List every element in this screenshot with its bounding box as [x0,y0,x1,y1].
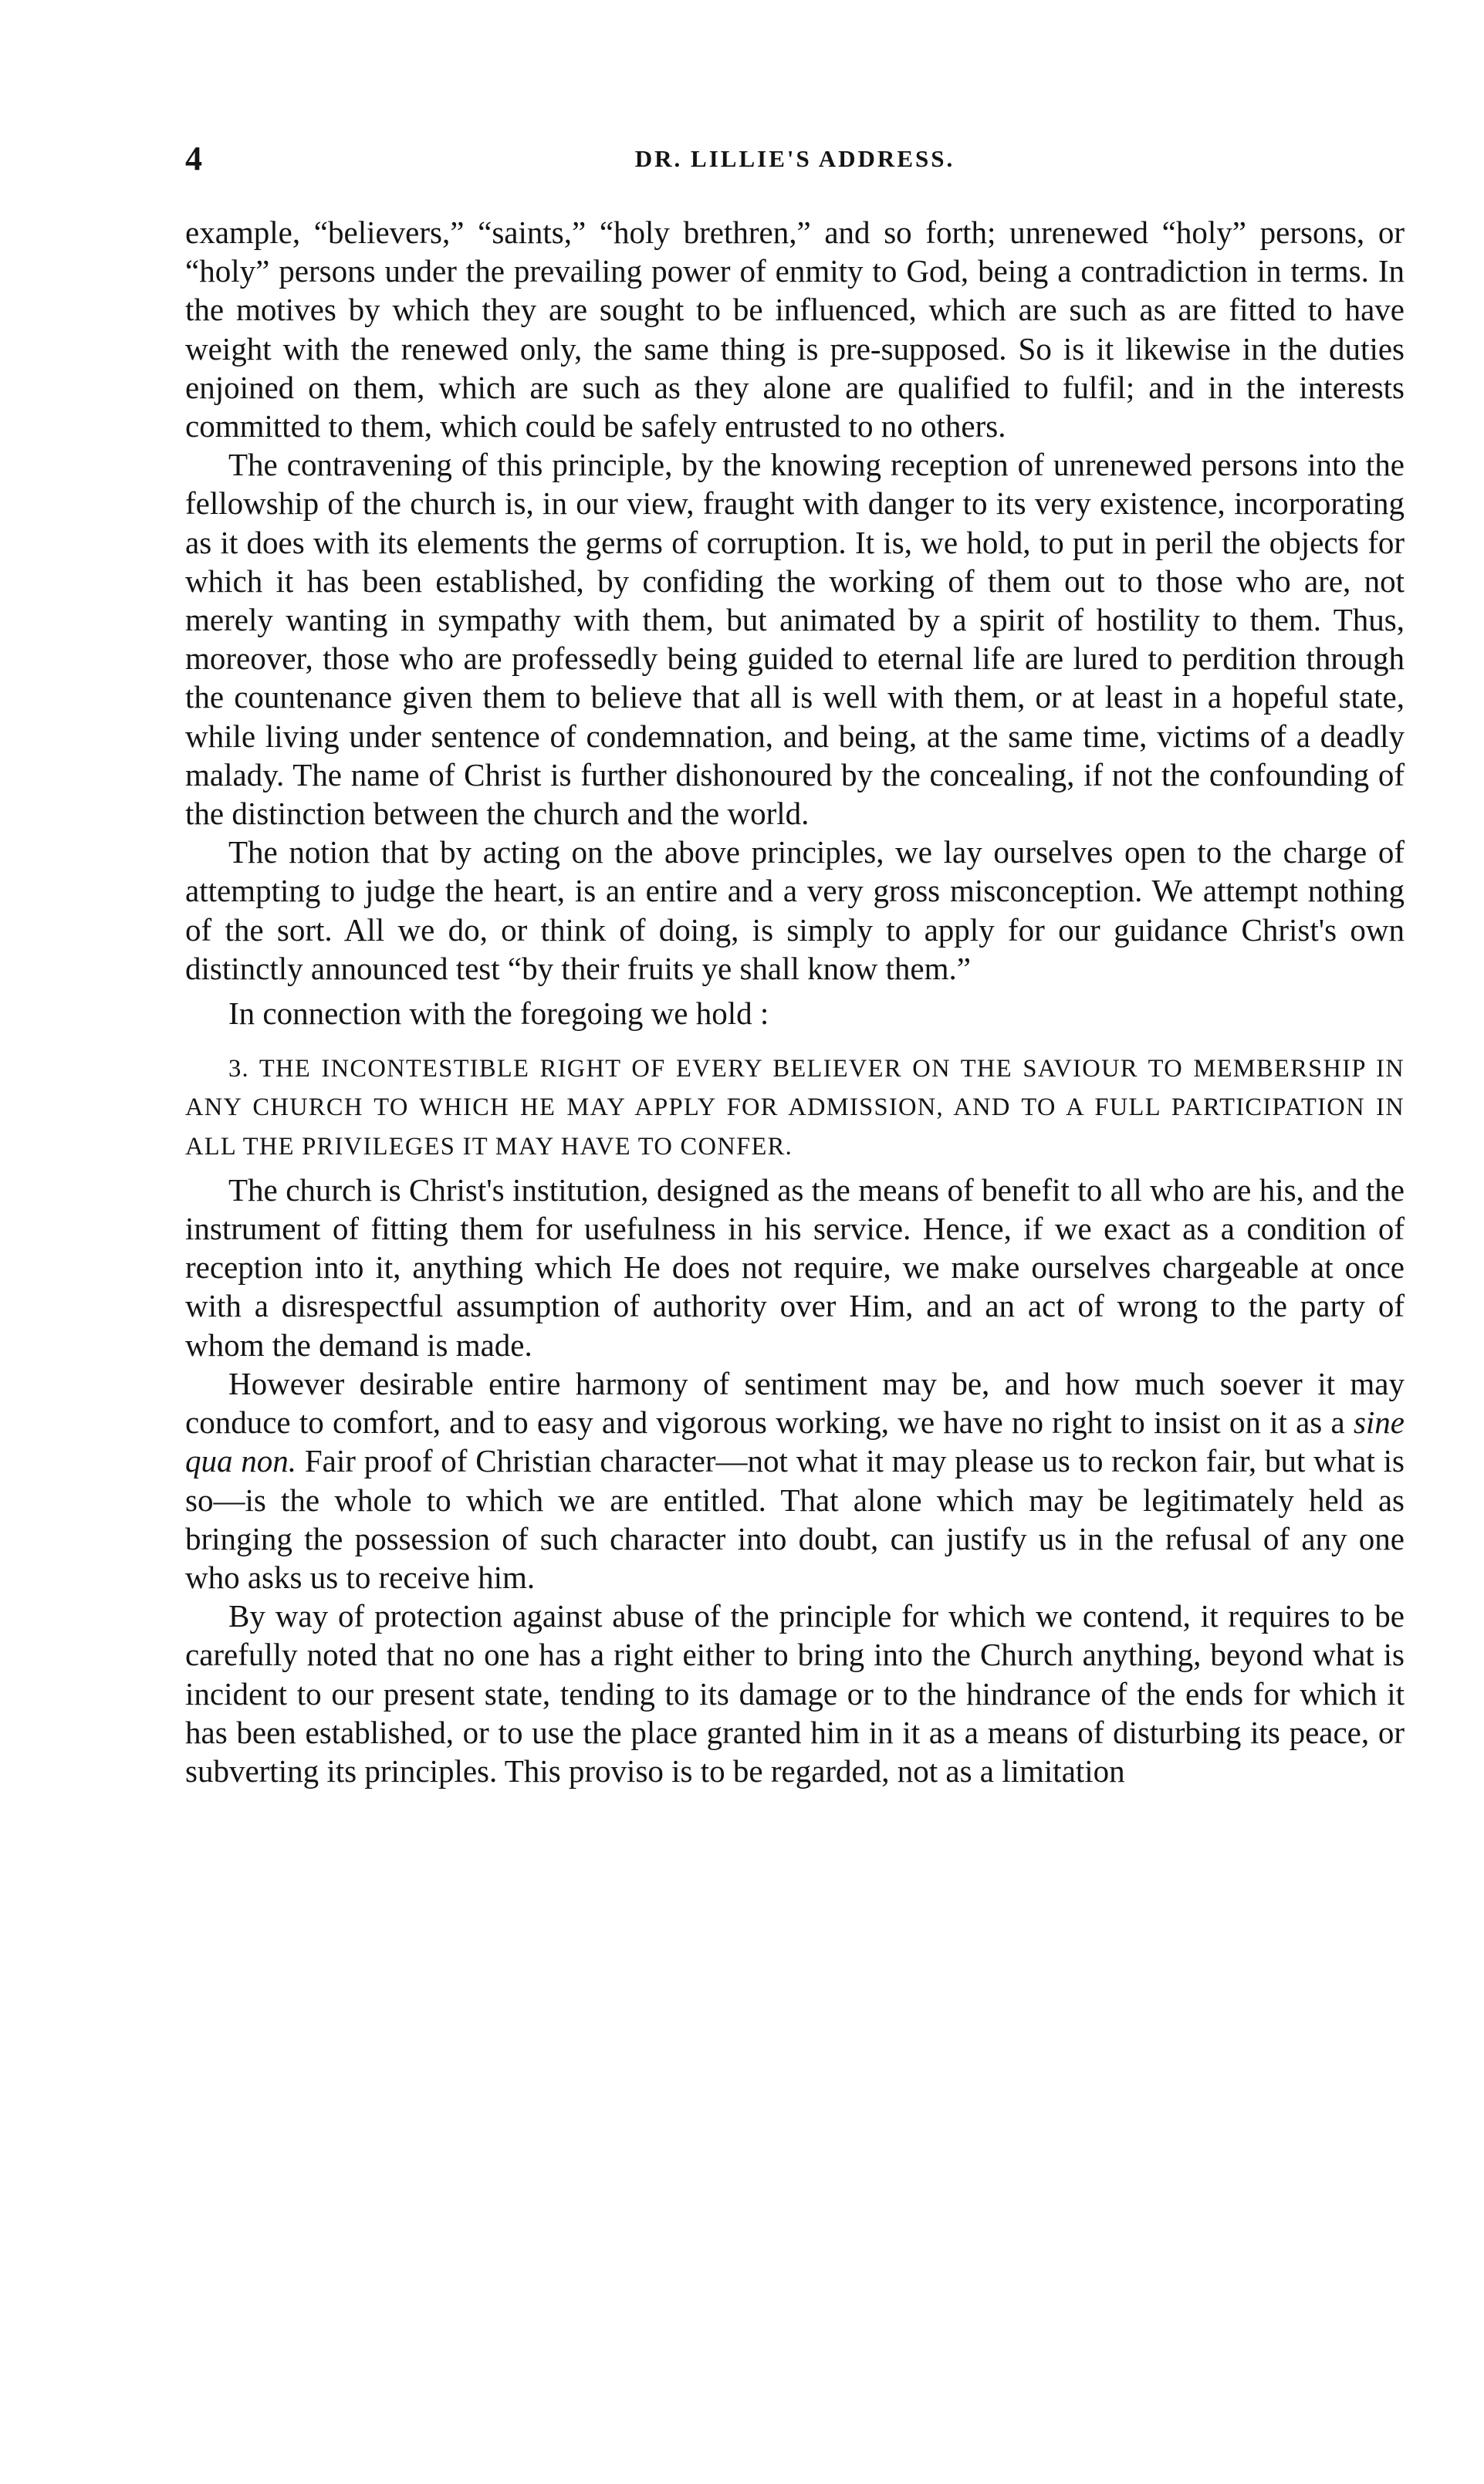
paragraph-contravening: The contravening of this principle, by the knowing reception of unrenewed persons into the fellowship of the church is, in our view, fraught with danger to its very existence, incorporating as it does with its elements the germs of corruption. It is, we hold, to put in peril the objects for which it has been established, by confiding the working of them out to those who are, not merely wanting in sympathy with them, but animated by a spirit of hostility to them. Thus, moreover, those who are professedly being guided to eternal life are lured to perdition through the countenance given them to believe that all is well with them, or at least in a hopeful state, while living under sentence of condemnation, and being, at the same time, victims of a deadly malady. The name of Christ is further dishonoured by the concealing, if not the confounding of the distinction between the church and the world. [185,447,1405,832]
paragraph-harmony [185,1364,1405,1597]
book-page [185,139,1405,1790]
harmony-text-start: However desirable entire harmony of sentiment may be, and how much soever it may conduce to comfort, and to easy and vigorous working, we have no right to insist on it as a [185,1365,1405,1441]
paragraph-church-institution: The church is Christ's institution, designed as the means of benefit to all who are his, and the instrument of fitting them for usefulness in his service. Hence, if we exact as a condition of reception into it, anything which He does not require, we make ourselves chargeable at once with a disrespectful assumption of authority over Him, and an act of wrong to the party of whom the demand is made. [185,1171,1405,1363]
paragraph-continuation: example, “believers,” “saints,” “holy brethren,” and so forth; unrenewed “holy” persons, or “holy” persons under the prevailing power of enmity to God, being a contradiction in terms. In the motives by which they are sought to be influenced, which are such as are fitted to have weight with the renewed only, the same thing is pre-supposed. So is it likewise in the duties enjoined on them, which are such as they alone are qualified to fulfil; and in the interests committed to them, which could be safely entrusted to no others. [185,215,1405,444]
page-number: 4 [185,140,202,177]
harmony-text-end: Fair proof of Christian character—not what it may please us to reckon fair, but what is so—is the whole to which we are entitled. That alone which may be legitimately held as bringing the possession of such character into doubt, can justify us in the refusal of any one who asks us to receive him. [185,1443,1405,1595]
paragraph-protection: By way of protection against abuse of the principle for which we contend, it requires to be carefully noted that no one has a right either to bring into the Church anything, beyond what is incident to our present state, tending to its damage or to the hindrance of the ends for which it has been established, or to use the place granted him in it as a means of disturbing its peace, or subverting its principles. This proviso is to be regarded, not as a limitation [185,1598,1405,1789]
page-header [185,139,1405,193]
latin-phrase: sine qua non. [185,1404,1405,1479]
section-heading: 3. THE INCONTESTIBLE RIGHT OF EVERY BELIEVER ON THE SAVIOUR TO MEMBERSHIP IN ANY CHURCH TO WHICH HE MAY APPLY FOR ADMISSION, AND TO A FULL PARTICIPATION IN ALL THE PRIVILEGES IT MAY HAVE TO CONFER. [185,1055,1405,1161]
paragraph-connection: In connection with the foregoing we hold : [228,995,769,1032]
paragraph-notion: The notion that by acting on the above principles, we lay ourselves open to the charge of attempting to judge the heart, is an entire and a very gross misconception. We attempt nothing of the sort. All we do, or think of doing, is simply to apply for our guidance Christ's own distinctly announced test “by their fruits ye shall know them.” [185,834,1405,986]
page-body [185,213,1405,1790]
running-title: DR. LILLIE'S ADDRESS. [634,145,955,172]
